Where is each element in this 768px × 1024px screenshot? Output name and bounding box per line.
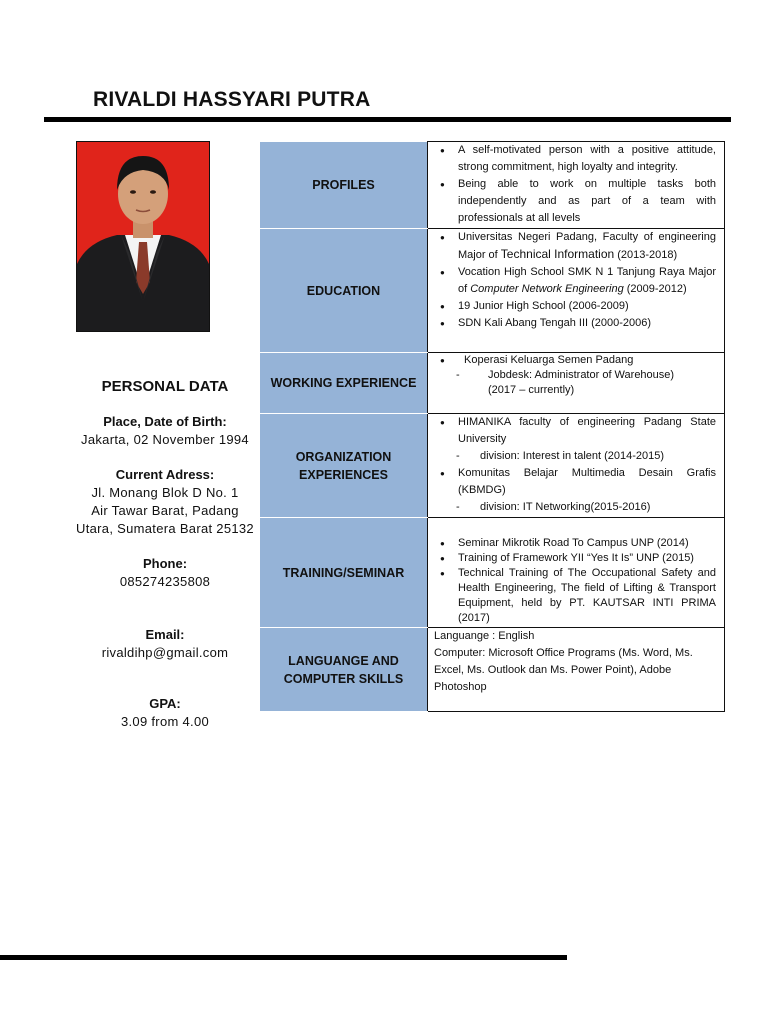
organization-item: ● HIMANIKA faculty of engineering Padang State University xyxy=(434,414,716,448)
skills-row xyxy=(260,628,725,712)
applicant-name: RIVALDI HASSYARI PUTRA xyxy=(93,88,371,111)
personal-data-panel xyxy=(60,378,270,731)
phone-label: Phone: xyxy=(142,556,188,571)
personal-data-title: PERSONAL DATA xyxy=(101,378,229,395)
organization-division-text: division: IT Networking(2015-2016) xyxy=(480,501,651,513)
training-item: ● Technical Training of The Occupational Safety and Health Engineering, The field of Lifting & Transport Equipment, held by PT. KAUTSAR INTI PRIMA (2017) xyxy=(434,566,716,626)
training-item: ● Training of Framework YII “Yes It Is” UNP (2015) xyxy=(434,551,716,566)
skills-label xyxy=(260,628,428,712)
language-skill: Languange : English xyxy=(434,630,535,642)
education-row xyxy=(260,229,725,353)
footer-divider xyxy=(0,955,567,960)
work-jobdesk xyxy=(434,368,716,383)
organization-division xyxy=(434,448,716,465)
organization-label-line: ORGANIZATION xyxy=(295,449,392,464)
work-jobdesk-text: Jobdesk: Administrator of Warehouse) xyxy=(488,369,675,381)
cv-table xyxy=(260,141,725,712)
organization-content xyxy=(428,414,725,518)
skills-content xyxy=(428,628,725,712)
header-divider xyxy=(44,117,731,122)
organization-label-line: EXPERIENCES xyxy=(299,467,388,482)
training-content xyxy=(428,518,725,628)
education-item: ● 19 Junior High School (2006-2009) xyxy=(434,298,716,315)
organization-item: ● Komunitas Belajar Multimedia Desain Grafis (KBMDG) xyxy=(434,465,716,499)
profiles-content xyxy=(428,142,725,229)
education-years: (2009-2012) xyxy=(623,283,687,295)
profile-item: ● A self-motivated person with a positive attitude, strong commitment, high loyalty and integrity. xyxy=(434,142,716,176)
skills-label-line: LANGUANGE AND xyxy=(288,653,399,668)
education-school: Vocation High School SMK N 1 Tanjung Raya Major of xyxy=(458,266,716,295)
education-years: (2013-2018) xyxy=(614,249,678,261)
phone-value: 085274235808 xyxy=(119,574,211,589)
address-line: Utara, Sumatera Barat 25132 xyxy=(76,521,254,536)
email-label: Email: xyxy=(145,627,185,642)
work-label: WORKING EXPERIENCE xyxy=(260,353,428,414)
birth-label: Place, Date of Birth: xyxy=(103,414,227,429)
education-label: EDUCATION xyxy=(260,229,428,353)
education-item xyxy=(434,229,716,264)
work-period: (2017 – currently) xyxy=(488,384,575,396)
address-line: Jl. Monang Blok D No. 1 xyxy=(91,485,239,500)
computer-skill: Computer: Microsoft Office Programs (Ms. Word, Ms. Excel, Ms. Outlook dan Ms. Power Point), Adobe Photoshop xyxy=(434,647,693,693)
work-company: ● Koperasi Keluarga Semen Padang xyxy=(434,353,716,368)
gpa-value: 3.09 from 4.00 xyxy=(120,714,210,729)
profiles-row xyxy=(260,142,725,229)
education-major: Technical Information xyxy=(500,247,615,261)
address-label: Current Adress: xyxy=(115,467,215,482)
skills-label-line: COMPUTER SKILLS xyxy=(283,671,404,686)
gpa-label: GPA: xyxy=(149,696,181,711)
profile-photo xyxy=(76,141,210,332)
education-major: Computer Network Engineering xyxy=(470,283,624,295)
birth-value: Jakarta, 02 November 1994 xyxy=(81,432,249,447)
organization-label xyxy=(260,414,428,518)
education-content xyxy=(428,229,725,353)
profile-item: ● Being able to work on multiple tasks both independently and as part of a team with professionals at all levels xyxy=(434,176,716,227)
education-item xyxy=(434,264,716,298)
email-value: rivaldihp@gmail.com xyxy=(101,645,229,660)
work-content xyxy=(428,353,725,414)
work-row xyxy=(260,353,725,414)
address-line: Air Tawar Barat, Padang xyxy=(91,503,239,518)
education-item: ● SDN Kali Abang Tengah III (2000-2006) xyxy=(434,315,716,332)
organization-division xyxy=(434,499,716,516)
organization-division-text: division: Interest in talent (2014-2015) xyxy=(480,450,665,462)
education-school: Universitas Negeri Padang, Faculty of engineering Major of xyxy=(458,231,716,261)
training-label: TRAINING/SEMINAR xyxy=(260,518,428,628)
organization-row xyxy=(260,414,725,518)
training-row xyxy=(260,518,725,628)
training-item: ● Seminar Mikrotik Road To Campus UNP (2014) xyxy=(434,536,716,551)
profiles-label: PROFILES xyxy=(260,142,428,229)
